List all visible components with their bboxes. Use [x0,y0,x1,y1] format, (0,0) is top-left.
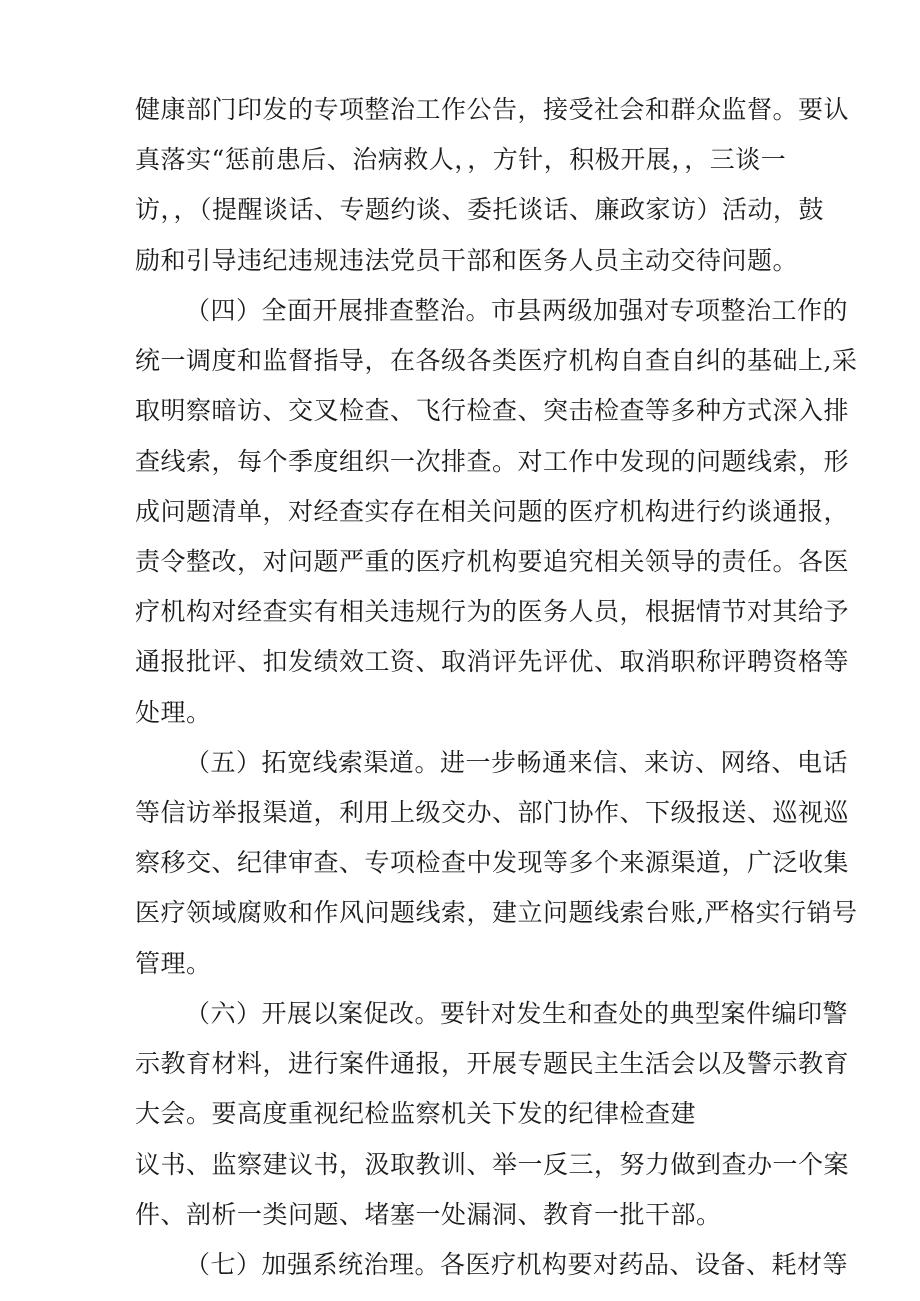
text-line: 议书、监察建议书，汲取教训、举一反三，努力做到查办一个案 [135,1150,850,1179]
text-line: 取明察暗访、交叉检查、飞行检查、突击检查等多种方式深入排 [135,396,850,425]
text-line: 处理。 [135,698,212,727]
text-line: 疗机构对经查实有相关违规行为的医务人员，根据情节对其给予 [135,597,850,626]
text-line: 成问题清单，对经查实存在相关问题的医疗机构进行约谈通报， [135,497,850,526]
text-line: 查线索，每个季度组织一次排查。对工作中发现的问题线索，形 [135,447,850,476]
text-line: 责令整改，对问题严重的医疗机构要追究相关领导的责任。各医 [135,547,850,576]
text-line: 健康部门印发的专项整治工作公告，接受社会和群众监督。要认 [135,95,850,124]
text-line: 管理。 [135,949,212,978]
text-line: 访，，（提醒谈话、专题约谈、委托谈话、廉政家访）活动，鼓 [135,195,825,224]
paragraph-start-line: （四）全面开展排查整治。市县两级加强对专项整治工作的 [185,296,849,325]
text-line: 真落实“惩前患后、治病救人，，方针，积极开展，，三谈一 [135,145,787,174]
text-line: 等信访举报渠道，利用上级交办、部门协作、下级报送、巡视巡 [135,798,850,827]
text-line: 件、剖析一类问题、堵塞一处漏洞、教育一批干部。 [135,1200,722,1229]
text-line: 统一调度和监督指导，在各级各类医疗机构自查自纠的基础上,采 [135,346,858,375]
text-line: 大会。要高度重视纪检监察机关下发的纪律检查建 [135,1099,697,1128]
text-line: 励和引导违纪违规违法党员干部和医务人员主动交待问题。 [135,246,799,275]
paragraph-start-line: （七）加强系统治理。各医疗机构要对药品、设备、耗材等 [185,1250,849,1279]
text-line: 察移交、纪律审查、专项检查中发现等多个来源渠道，广泛收集 [135,848,850,877]
paragraph-start-line: （六）开展以案促改。要针对发生和查处的典型案件编印警 [185,999,849,1028]
text-line: 示教育材料，进行案件通报，开展专题民主生活会以及警示教育 [135,1049,850,1078]
text-line: 通报批评、扣发绩效工资、取消评先评优、取消职称评聘资格等 [135,647,850,676]
text-line: 医疗领域腐败和作风问题线索，建立问题线索台账,严格实行销号 [135,898,858,927]
paragraph-start-line: （五）拓宽线索渠道。进一步畅通来信、来访、网络、电话 [185,748,849,777]
